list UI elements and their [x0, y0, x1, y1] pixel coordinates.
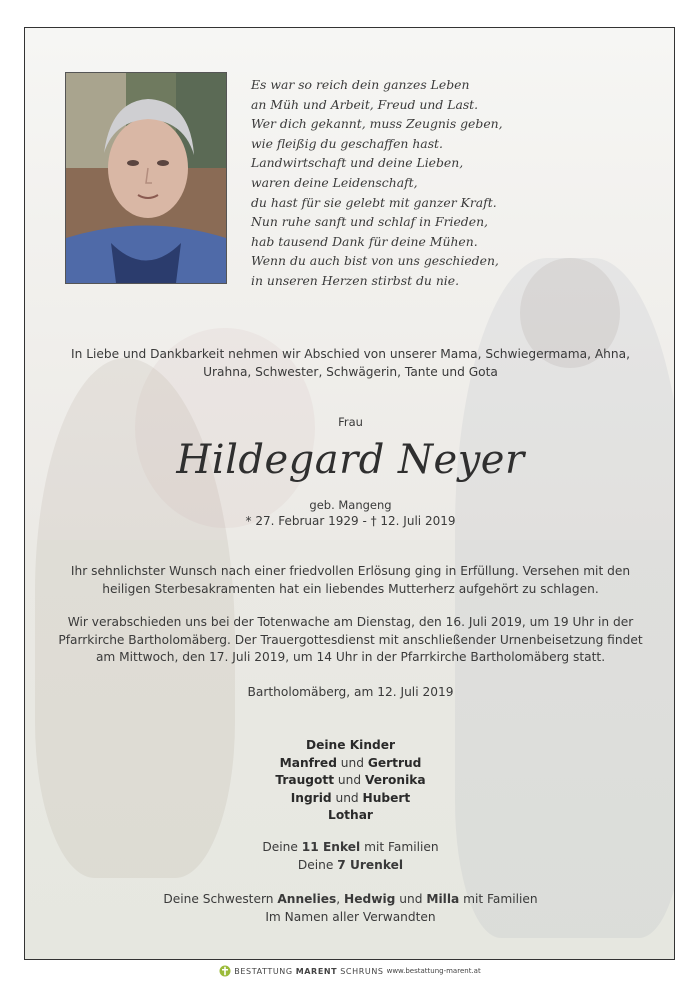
paragraph-line: Wir verabschieden uns bei der Totenwache am Dienstag, den 16. Juli 2019, um 19 Uhr in der	[67, 615, 634, 629]
poem-line: du hast für sie gelebt mit ganzer Kraft.	[251, 194, 497, 210]
sisters-pre: Deine Schwestern	[163, 892, 278, 906]
child-spouse-name: Hubert	[362, 790, 411, 805]
place-and-date: Bartholomäberg, am 12. Juli 2019	[247, 685, 454, 699]
life-dates: * 27. Februar 1929 - † 12. Juli 2019	[245, 514, 456, 528]
greatgrandchildren-pre: Deine	[297, 857, 338, 872]
obituary-card	[24, 27, 675, 960]
ceremony-paragraph	[25, 614, 675, 667]
company-name: MARENT	[295, 966, 338, 976]
relatives-line: Im Namen aller Verwandten	[265, 909, 436, 924]
portrait-photo	[65, 72, 227, 284]
poem-line: an Müh und Arbeit, Freud und Last.	[251, 96, 479, 112]
grandchildren-post: mit Familien	[360, 840, 439, 854]
cross-leaf-logo-icon	[219, 965, 231, 977]
and-text: und	[336, 755, 368, 770]
child-pair	[25, 790, 675, 808]
poem-line: hab tausend Dank für deine Mühen.	[251, 233, 478, 249]
poem-line: Wenn du auch bist von uns geschieden,	[251, 253, 499, 269]
salutation: Frau	[338, 415, 363, 429]
poem-line: Es war so reich dein ganzes Leben	[251, 77, 470, 92]
paragraph-line: Ihr sehnlichster Wunsch nach einer friedvollen Erlösung ging in Erfüllung. Versehen mit den	[70, 564, 631, 578]
wish-paragraph	[25, 563, 675, 598]
intro-line: Urahna, Schwester, Schwägerin, Tante und Gota	[203, 364, 498, 379]
children-title: Deine Kinder	[305, 738, 396, 752]
child-name: Ingrid	[290, 790, 332, 805]
sister-name: Hedwig	[344, 892, 396, 906]
company-town: SCHRUNS	[340, 966, 384, 976]
child-spouse-name: Gertrud	[367, 755, 422, 770]
grandchildren-count: 11 Enkel	[301, 840, 361, 854]
greatgrandchildren-count: 7 Urenkel	[337, 857, 404, 872]
poem-line: in unseren Herzen stirbst du nie.	[251, 272, 460, 288]
child-pair	[25, 772, 675, 790]
company-label: BESTATTUNG	[234, 966, 293, 976]
and-text: und	[331, 790, 363, 805]
grandchildren-pre: Deine	[262, 840, 302, 854]
company-url[interactable]: www.bestattung-marent.at	[386, 967, 481, 975]
poem-line: Nun ruhe sanft und schlaf in Frieden,	[251, 214, 488, 230]
child-spouse-name: Veronika	[364, 773, 426, 787]
sister-name: Milla	[426, 892, 460, 906]
mourners-sisters	[25, 891, 675, 926]
deceased-name: Hildegard Neyer	[176, 437, 525, 483]
paragraph-line: am Mittwoch, den 17. Juli 2019, um 14 Uhr in der Pfarrkirche Bartholomäberg statt.	[95, 650, 606, 664]
separator: ,	[336, 892, 345, 906]
maiden-name: geb. Mangeng	[309, 498, 392, 512]
child-name: Lothar	[328, 808, 373, 822]
sister-name: Annelies	[277, 892, 337, 906]
paragraph-line: heiligen Sterbesakramenten hat ein liebendes Mutterherz aufgehört zu schlagen.	[102, 581, 599, 596]
sisters-post: mit Familien	[459, 892, 538, 906]
poem-line: Wer dich gekannt, muss Zeugnis geben,	[251, 116, 503, 132]
child-name: Manfred	[279, 755, 337, 770]
intro-line: In Liebe und Dankbarkeit nehmen wir Abschied von unserer Mama, Schwiegermama, Ahna,	[71, 347, 630, 361]
poem-line: waren deine Leidenschaft,	[251, 174, 418, 190]
paragraph-line: Pfarrkirche Bartholomäberg. Der Trauergottesdienst mit anschließender Urnenbeisetzung findet	[58, 632, 643, 647]
child-pair	[25, 755, 675, 773]
memorial-poem	[251, 75, 551, 291]
child-name: Traugott	[275, 773, 335, 787]
and-text: und	[334, 773, 365, 787]
mourners-children	[25, 737, 675, 825]
farewell-intro	[25, 346, 675, 381]
funeral-home-footer	[0, 961, 700, 981]
poem-line: wie fleißig du geschaffen hast.	[251, 135, 443, 151]
separator: und	[395, 892, 427, 906]
mourners-grandchildren	[25, 839, 675, 874]
poem-line: Landwirtschaft und deine Lieben,	[251, 155, 464, 171]
